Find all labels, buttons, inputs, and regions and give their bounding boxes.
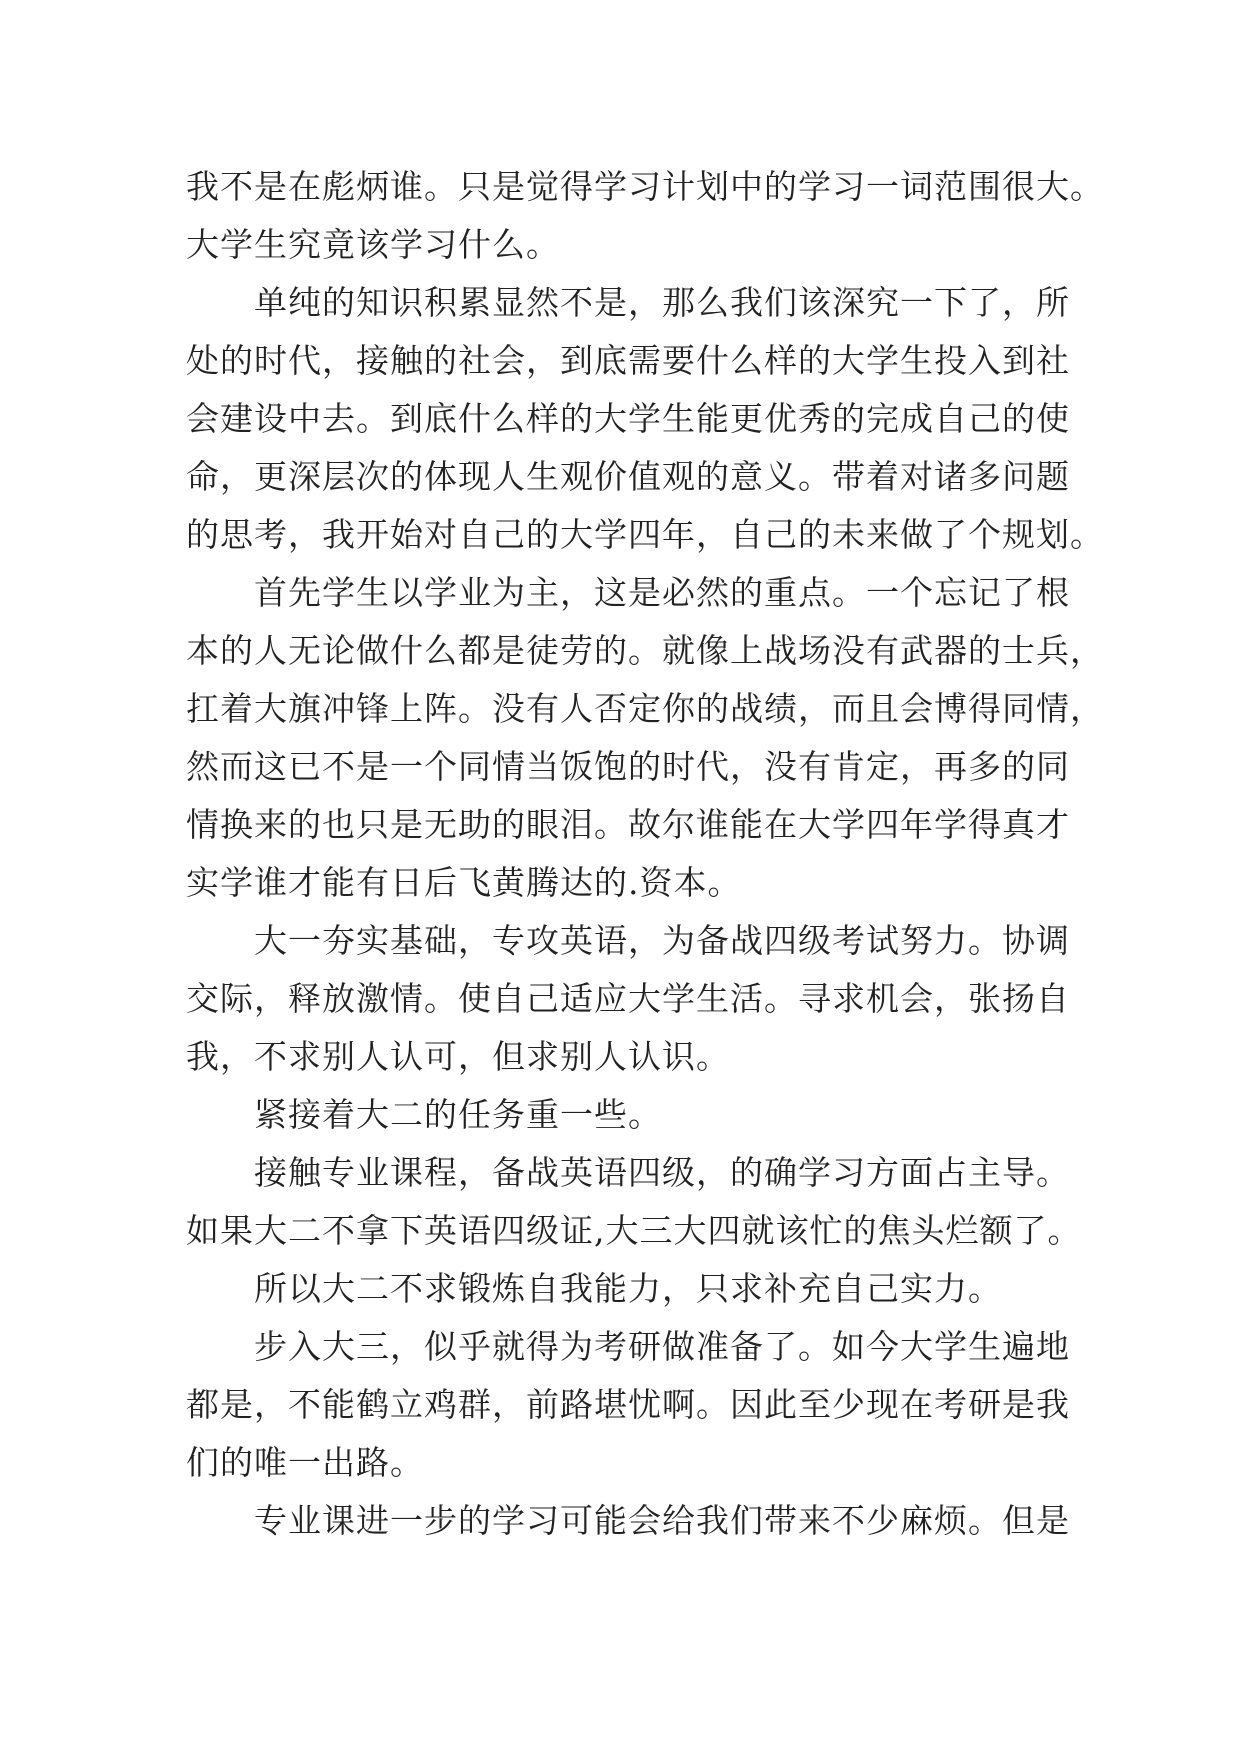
text-line: 扛着大旗冲锋上阵。没有人否定你的战绩，而且会博得同情， <box>186 689 1104 728</box>
text-line: 命，更深层次的体现人生观价值观的意义。带着对诸多问题 <box>186 457 1070 496</box>
document-body <box>186 158 1104 1550</box>
paragraph-start-line: 接触专业课程，备战英语四级，的确学习方面占主导。 <box>254 1153 1070 1192</box>
paragraph-start-line: 紧接着大二的任务重一些。 <box>254 1095 662 1134</box>
text-line: 大学生究竟该学习什么。 <box>186 225 560 264</box>
text-line: 本的人无论做什么都是徒劳的。就像上战场没有武器的士兵， <box>186 631 1104 670</box>
paragraph-start-line: 大一夯实基础，专攻英语，为备战四级考试努力。协调 <box>254 921 1070 960</box>
text-line: 我不是在彪炳谁。只是觉得学习计划中的学习一词范围很大。 <box>186 167 1104 206</box>
text-line: 都是，不能鹤立鸡群，前路堪忧啊。因此至少现在考研是我 <box>186 1385 1070 1424</box>
text-line: 会建设中去。到底什么样的大学生能更优秀的完成自己的使 <box>186 399 1070 438</box>
paragraph-start-line: 首先学生以学业为主，这是必然的重点。一个忘记了根 <box>254 573 1070 612</box>
paragraph-start-line: 单纯的知识积累显然不是，那么我们该深究一下了，所 <box>254 283 1070 322</box>
text-line: 情换来的也只是无助的眼泪。故尔谁能在大学四年学得真才 <box>186 805 1070 844</box>
text-line: 实学谁才能有日后飞黄腾达的.资本。 <box>186 863 742 902</box>
paragraph-start-line: 步入大三，似乎就得为考研做准备了。如今大学生遍地 <box>254 1327 1070 1366</box>
text-line: 然而这已不是一个同情当饭饱的时代，没有肯定，再多的同 <box>186 747 1070 786</box>
text-line: 我，不求别人认可，但求别人认识。 <box>186 1037 730 1076</box>
paragraph-start-line: 专业课进一步的学习可能会给我们带来不少麻烦。但是 <box>254 1501 1070 1540</box>
paragraph-start-line: 所以大二不求锻炼自我能力，只求补充自己实力。 <box>254 1269 1002 1308</box>
text-line: 的思考，我开始对自己的大学四年，自己的未来做了个规划。 <box>186 515 1104 554</box>
text-line: 处的时代，接触的社会，到底需要什么样的大学生投入到社 <box>186 341 1070 380</box>
text-line: 如果大二不拿下英语四级证,大三大四就该忙的焦头烂额了。 <box>186 1211 1082 1250</box>
text-line: 们的唯一出路。 <box>186 1443 424 1482</box>
text-line: 交际，释放激情。使自己适应大学生活。寻求机会，张扬自 <box>186 979 1070 1018</box>
